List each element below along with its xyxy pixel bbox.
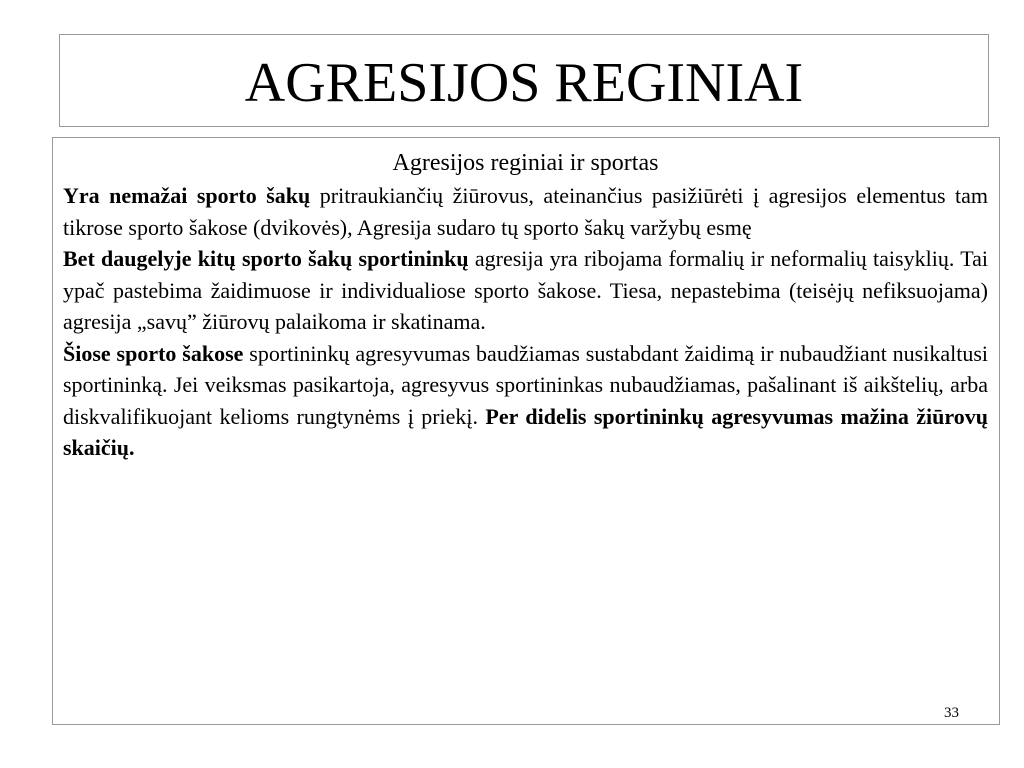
content-box (52, 137, 1000, 725)
paragraph-1-text: pritraukiančių žiūrovus, ateinančius pasižiūrėti į agresijos elementus tam tikrose sporto šakose (dvikovės), Agresija sudaro tų sporto šakų varžybų esmę (63, 183, 989, 240)
paragraph-2-bold: Bet daugelyje kitų sporto šakų sportininkų (63, 246, 469, 271)
title-box (59, 34, 989, 127)
paragraph-2 (63, 243, 988, 338)
paragraph-2-text: agresija yra ribojama formalių ir neformalių taisyklių. Tai ypač pastebima žaidimuose ir individualiose sporto šakose. Tiesa, nepastebima (teisėjų nefiksuojama) agresija „savų” žiūrovų palaikoma ir skatinama. (63, 246, 989, 334)
paragraph-1-bold: Yra nemažai sporto šakų (63, 183, 311, 208)
paragraph-3-bold: Šiose sporto šakose (63, 340, 244, 366)
slide-title: AGRESIJOS REGINIAI (244, 51, 804, 114)
page-number: 33 (944, 705, 959, 721)
paragraph-1 (63, 180, 988, 243)
paragraph-3-bold-end: Per didelis sportininkų agresyvumas mažina žiūrovų skaičių. (63, 403, 989, 460)
paragraph-3-text: sportininkų agresyvumas baudžiamas sustabdant žaidimą ir nubaudžiant nusikaltusi sportininką. Jei veiksmas pasikartoja, agresyvus sportininkas nubaudžiamas, pašalinant iš aikštelių, arba diskvalifikuojant kelioms rungtynėms į priekį. (63, 340, 988, 429)
slide-subtitle: Agresijos reginiai ir sportas (392, 150, 659, 176)
paragraph-3 (63, 338, 988, 464)
